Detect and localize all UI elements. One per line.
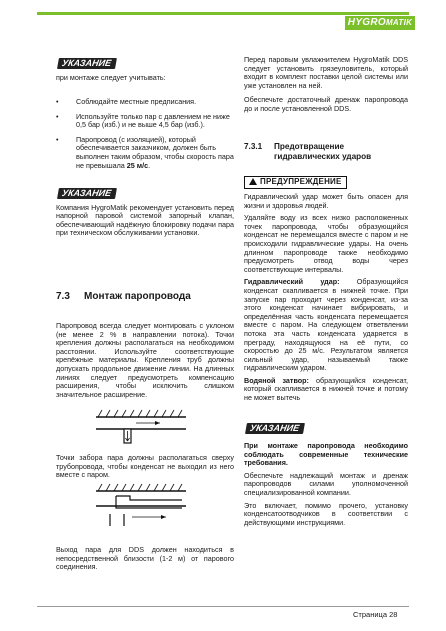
notice-block-3 [244,423,408,434]
water-seal-label: Водяной затвор: [244,375,309,385]
right-intro [244,56,408,118]
requirements-list [56,98,234,176]
drainage-paragraph: Обеспечьте достаточный дренаж паропровода до и после установленной DDS. [244,95,408,113]
steam-takeoff-diagram [96,410,186,450]
section-para-2: Точки забора пара должны располагаться сверху трубопровода, чтобы конденсат не выходил из него вместе с паром. [56,453,234,480]
section-para-1: Паропровод всегда следует монтировать с уклоном (не менее 2 % в направлении потока). Точки крепления должны располагаться на необходимом расстоянии. Используйте соответствующие крепёжные материалы. Крепления труб должны допускать продольное движение линии. На длинных линиях следует предусмотреть компенсацию расширения, чтобы исключить слишком значительное расширение. [56,321,234,399]
list-item: • Паропровод (с изоляцией), который обеспечивается заказчиком, должен быть выполнен таким образом, чтобы скорость пара не превышала 25 м/с. [56,134,234,170]
notice-intro: при монтаже следует учитывать: [56,72,166,82]
bullet-icon: • [56,111,59,121]
footer-divider [37,606,409,607]
hydro-label: Гидравлический удар: [244,277,340,287]
warning-badge: ПРЕДУПРЕЖДЕНИЕ [244,176,347,189]
brand-logo [345,16,415,30]
section-title: Монтаж паропровода [84,291,191,302]
section-number: 7.3 [56,291,70,302]
notice-block-1 [56,58,234,86]
header-accent-bar [37,12,409,15]
bullet-icon: • [56,97,59,106]
list-item: • Соблюдайте местные предписания. [56,97,197,106]
subsection-number: 7.3.1 [244,142,263,151]
list-item: • Используйте только пар с давлением не ниже 0,5 бар (изб.) и не выше 4,5 бар (изб.). [56,111,230,130]
notice-badge: УКАЗАНИЕ [57,188,117,199]
warning-triangle-icon [249,178,257,185]
notice-3-text: При монтаже паропровода необходимо соблюдать современные технические требования. Обеспечьте надлежащий монтаж и дренаж паропроводов силами уполномоченной специализированной компании. Это включает, помимо прочего, установку конденсатоотводчиков в соответствии с действующими инструкциями. [244,441,408,527]
notice-badge: УКАЗАНИЕ [245,423,305,434]
logo-main: HYGRO [347,17,386,28]
bullet-icon: • [56,134,59,144]
logo-sub: MATIK [385,18,413,27]
warning-block [244,176,408,189]
notice-text: Компания HygroMatik рекомендует установить перед напорной паровой системой запорный клапан, обеспечивающий надёжную блокировку подачи пара при техническом обслуживании установки. [56,202,234,238]
speed-limit: 25 м/с [126,160,149,170]
warning-text: Гидравлический удар может быть опасен для жизни и здоровья людей. Удаляйте воду из всех низко расположенных точек паропровода, чтобы образующийся конденсат не перемещался вместе с паром и не происходили гидравлические удары. На очень длинном паропроводе также необходимо предусмотреть отвод воды через соответствующие интервалы. Гидравлический удар: Образующийся конденсат скапливается в нижней точке. При запуске пар проходит через конденсат, из-за этого конденсат начинает вибрировать, и определённая часть конденсата перемещается вместе с паром. На следующем ответвлении потока эта часть конденсата ударяется в преграду, находящуюся на её пути, со скоростью до 25 м/с. Результатом является сильный удар, называемый также гидравлическим ударом. Водяной затвор: образующийся конденсат, который скапливается в нижней точке и потому не может вытечь [244,192,409,403]
pipe-hatching [98,410,182,417]
page-number: Страница 28 [353,610,398,619]
subsection-heading: 7.3.1 Предотвращение гидравлических ударов [244,142,372,161]
notice-badge: УКАЗАНИЕ [57,58,117,69]
dds-outlet-diagram [96,484,186,528]
section-para-3: Выход пара для DDS должен находиться в непосредственной близости (1-2 м) от парового соединения. [56,545,234,572]
notice-block-2 [56,188,234,242]
section-heading [56,291,234,303]
strainer-paragraph: Перед паровым увлажнителем HygroMatik DDS следует установить грязеуловитель, который входит в комплект поставки целой системы или уже установлен на ней. [244,55,408,90]
